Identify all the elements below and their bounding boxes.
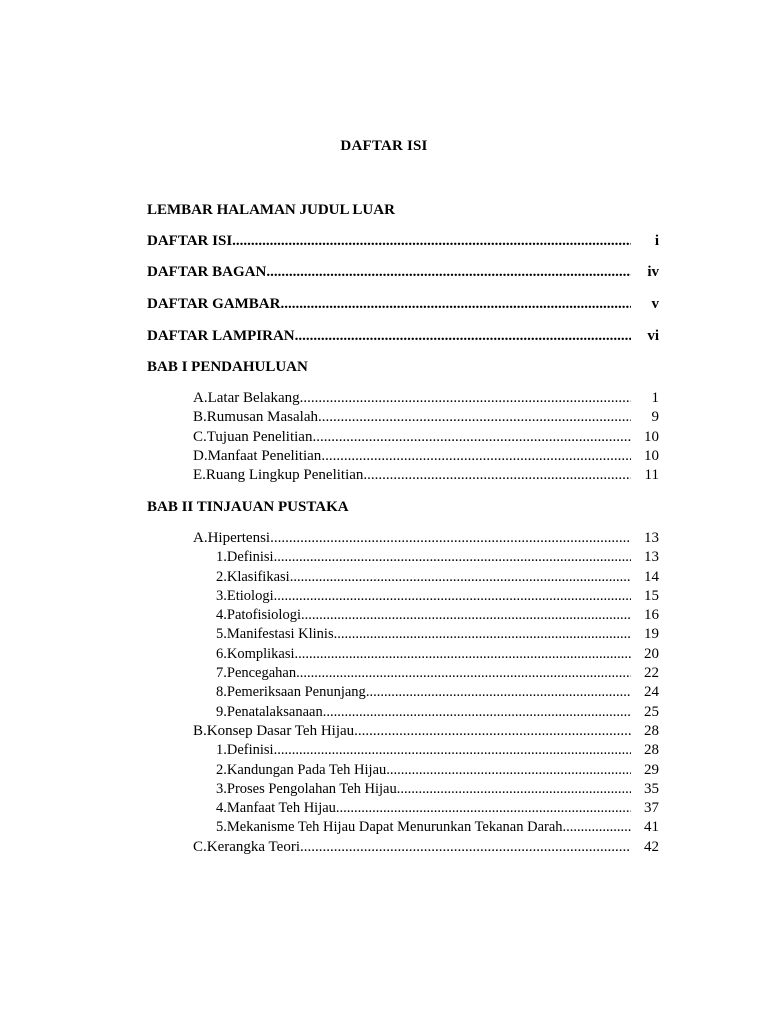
leader-dots — [270, 529, 631, 547]
toc-entry-label: DAFTAR ISI — [147, 233, 233, 249]
toc-page-number: 13 — [644, 530, 659, 546]
toc-entry-label: Mekanisme Teh Hijau Dapat Menurunkan Tekanan Darah — [226, 819, 563, 835]
toc-entry — [216, 587, 631, 605]
toc-entry — [193, 722, 631, 740]
leader-dots — [300, 389, 631, 407]
toc-page-number: 37 — [644, 800, 659, 816]
leader-dots — [363, 466, 631, 484]
toc-entry — [216, 683, 631, 701]
toc-entry-label: DAFTAR LAMPIRAN — [147, 328, 295, 344]
toc-entry-label: Konsep Dasar Teh Hijau — [206, 723, 355, 739]
leader-dots — [280, 295, 631, 313]
toc-entry — [193, 529, 631, 547]
toc-page-number: 29 — [644, 762, 659, 778]
leader-dots — [334, 625, 631, 643]
toc-entry-label: DAFTAR BAGAN — [147, 264, 267, 280]
toc-entry-label: Manifestasi Klinis — [226, 626, 334, 642]
leader-dots — [336, 799, 631, 817]
toc-entry-marker: 3. — [216, 588, 227, 604]
toc-entry-label: Latar Belakang — [207, 390, 300, 406]
toc-page-number: iv — [647, 264, 659, 280]
toc-entry-marker: D. — [193, 448, 208, 464]
toc-entry — [216, 741, 631, 759]
leader-dots — [274, 548, 631, 566]
leader-dots — [295, 645, 631, 663]
heading-bab-2: BAB II TINJAUAN PUSTAKA — [147, 499, 349, 515]
leader-dots — [312, 428, 631, 446]
toc-entry-label: Kerangka Teori — [206, 839, 300, 855]
leader-dots — [318, 408, 631, 426]
toc-entry-marker: 1. — [216, 549, 227, 565]
toc-entry-marker: 5. — [216, 626, 227, 642]
toc-entry — [147, 295, 631, 313]
toc-entry — [193, 447, 631, 465]
leader-dots — [366, 683, 631, 701]
leader-dots — [300, 838, 631, 856]
toc-page-number: 19 — [644, 626, 659, 642]
toc-entry — [216, 780, 631, 798]
leader-dots — [323, 703, 631, 721]
heading-lembar-halaman: LEMBAR HALAMAN JUDUL LUAR — [147, 202, 395, 218]
toc-entry-marker: C. — [193, 429, 207, 445]
leader-dots — [296, 664, 631, 682]
leader-dots — [274, 587, 631, 605]
leader-dots — [354, 722, 631, 740]
leader-dots — [266, 263, 631, 281]
toc-entry — [216, 568, 631, 586]
toc-page-number: 22 — [644, 665, 659, 681]
toc-entry — [216, 818, 631, 836]
toc-entry-marker: 1. — [216, 742, 227, 758]
toc-entry-label: Proses Pengolahan Teh Hijau — [226, 781, 397, 797]
toc-page-number: 35 — [644, 781, 659, 797]
toc-entry-marker: 2. — [216, 569, 227, 585]
heading-bab-1: BAB I PENDAHULUAN — [147, 359, 308, 375]
toc-entry-marker: 8. — [216, 684, 227, 700]
toc-entry — [216, 703, 631, 721]
toc-entry-label: Penatalaksanaan — [226, 704, 323, 720]
toc-page-number: 10 — [644, 448, 659, 464]
toc-entry-label: Definisi — [226, 549, 274, 565]
toc-entry — [147, 232, 631, 250]
toc-entry-marker: 5. — [216, 819, 227, 835]
leader-dots — [397, 780, 631, 798]
toc-page-number: 15 — [644, 588, 659, 604]
leader-dots — [386, 761, 631, 779]
toc-entry-label: Komplikasi — [226, 646, 295, 662]
toc-page-number: v — [651, 296, 659, 312]
toc-entry-label: Rumusan Masalah — [206, 409, 318, 425]
toc-entry-marker: 3. — [216, 781, 227, 797]
toc-page-number: 24 — [644, 684, 659, 700]
toc-entry — [193, 838, 631, 856]
toc-entry-label: Hipertensi — [207, 530, 271, 546]
toc-entry-label: Ruang Lingkup Penelitian — [205, 467, 364, 483]
toc-entry — [193, 389, 631, 407]
toc-entry-label: Kandungan Pada Teh Hijau — [226, 762, 387, 778]
toc-entry-label: Pemeriksaan Penunjang — [226, 684, 366, 700]
toc-entry — [216, 761, 631, 779]
toc-page-number: 10 — [644, 429, 659, 445]
toc-entry — [216, 645, 631, 663]
toc-entry-label: Pencegahan — [226, 665, 297, 681]
toc-page-number: 25 — [644, 704, 659, 720]
toc-entry-label: Manfaat Penelitian — [207, 448, 322, 464]
toc-page-number: vi — [647, 328, 659, 344]
toc-page-number: 9 — [651, 409, 659, 425]
toc-page-number: 16 — [644, 607, 659, 623]
toc-entry-marker: 2. — [216, 762, 227, 778]
toc-entry-marker: B. — [193, 409, 207, 425]
toc-entry — [193, 428, 631, 446]
toc-entry-label: Tujuan Penelitian — [206, 429, 313, 445]
page-title: DAFTAR ISI — [340, 138, 428, 154]
toc-entry-marker: A. — [193, 390, 208, 406]
toc-entry-marker: 4. — [216, 607, 227, 623]
toc-entry-label: DAFTAR GAMBAR — [147, 296, 281, 312]
toc-entry-marker: 6. — [216, 646, 227, 662]
leader-dots — [321, 447, 631, 465]
toc-entry — [216, 548, 631, 566]
toc-entry — [216, 664, 631, 682]
toc-page-number: 14 — [644, 569, 659, 585]
toc-page-number: 28 — [644, 742, 659, 758]
leader-dots — [232, 232, 631, 250]
toc-entry — [147, 327, 631, 345]
toc-page-number: 28 — [644, 723, 659, 739]
toc-page-number: 20 — [644, 646, 659, 662]
toc-entry-marker: 4. — [216, 800, 227, 816]
toc-entry — [193, 466, 631, 484]
toc-entry-marker: C. — [193, 839, 207, 855]
toc-entry-marker: A. — [193, 530, 208, 546]
toc-entry — [216, 625, 631, 643]
toc-entry-marker: B. — [193, 723, 207, 739]
toc-page-number: 1 — [651, 390, 659, 406]
toc-page-number: 11 — [644, 467, 659, 483]
toc-page-number: 41 — [644, 819, 659, 835]
toc-entry — [216, 606, 631, 624]
toc-entry-marker: E. — [193, 467, 206, 483]
leader-dots — [274, 741, 631, 759]
leader-dots — [290, 568, 631, 586]
toc-entry-label: Etiologi — [226, 588, 274, 604]
toc-entry-marker: 7. — [216, 665, 227, 681]
leader-dots — [301, 606, 631, 624]
toc-entry — [216, 799, 631, 817]
toc-page-number: i — [654, 233, 659, 249]
toc-entry-label: Klasifikasi — [226, 569, 290, 585]
toc-entry-marker: 9. — [216, 704, 227, 720]
leader-dots — [295, 327, 631, 345]
toc-entry-label: Manfaat Teh Hijau — [226, 800, 336, 816]
toc-entry — [193, 408, 631, 426]
toc-page-number: 13 — [644, 549, 659, 565]
toc-page-number: 42 — [644, 839, 659, 855]
toc-entry-label: Definisi — [226, 742, 274, 758]
toc-entry-label: Patofisiologi — [226, 607, 301, 623]
toc-entry — [147, 263, 631, 281]
